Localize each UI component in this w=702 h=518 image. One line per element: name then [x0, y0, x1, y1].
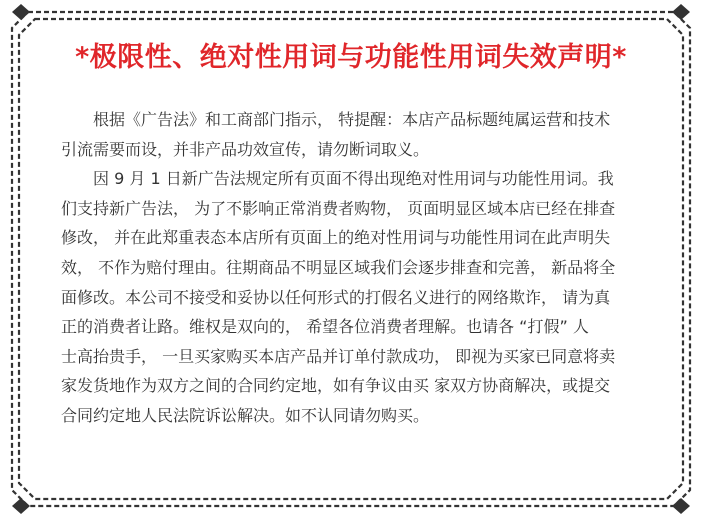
text-line: 合同约定地人民法院诉讼解决。如不认同请勿购买。 — [61, 405, 430, 425]
text-line: 因 9 月 1 日新广告法规定所有页面不得出现绝对性用词与功能性用词。我 — [61, 169, 614, 189]
text-line: 效， 不作为赔付理由。往期商品不明显区域我们会逐步排查和完善， 新品将全 — [61, 257, 616, 277]
text-line: 面修改。本公司不接受和妥协以任何形式的打假名义进行的网络欺诈， 请为真 — [61, 287, 611, 307]
text-line: 正的消费者让路。维权是双向的， 希望各位消费者理解。也请各 “打假” 人 — [61, 317, 589, 337]
notice-body — [61, 105, 661, 431]
text-line: 根据《广告法》和工商部门指示， 特提醒：本店产品标题纯属运营和技术 — [61, 110, 611, 129]
text-line: 士高抬贵手， 一旦买家购买本店产品并订单付款成功， 即视为买家已同意将卖 — [61, 346, 616, 366]
notice-paragraph-2 — [61, 164, 661, 430]
notice-paragraph-1 — [61, 105, 661, 164]
text-line: 修改， 并在此郑重表态本店所有页面上的绝对性用词与功能性用词在此声明失 — [61, 228, 611, 248]
text-line: 们支持新广告法， 为了不影响正常消费者购物， 页面明显区域本店已经在排查 — [61, 198, 616, 218]
text-line: 家发货地作为双方之间的合同约定地，如有争议由买 家双方协商解决，或提交 — [61, 376, 611, 396]
text-line: 引流需要而设，并非产品功效宣传，请勿断词取义。 — [61, 139, 430, 159]
notice-title: *极限性、绝对性用词与功能性用词失效声明* — [75, 42, 627, 73]
